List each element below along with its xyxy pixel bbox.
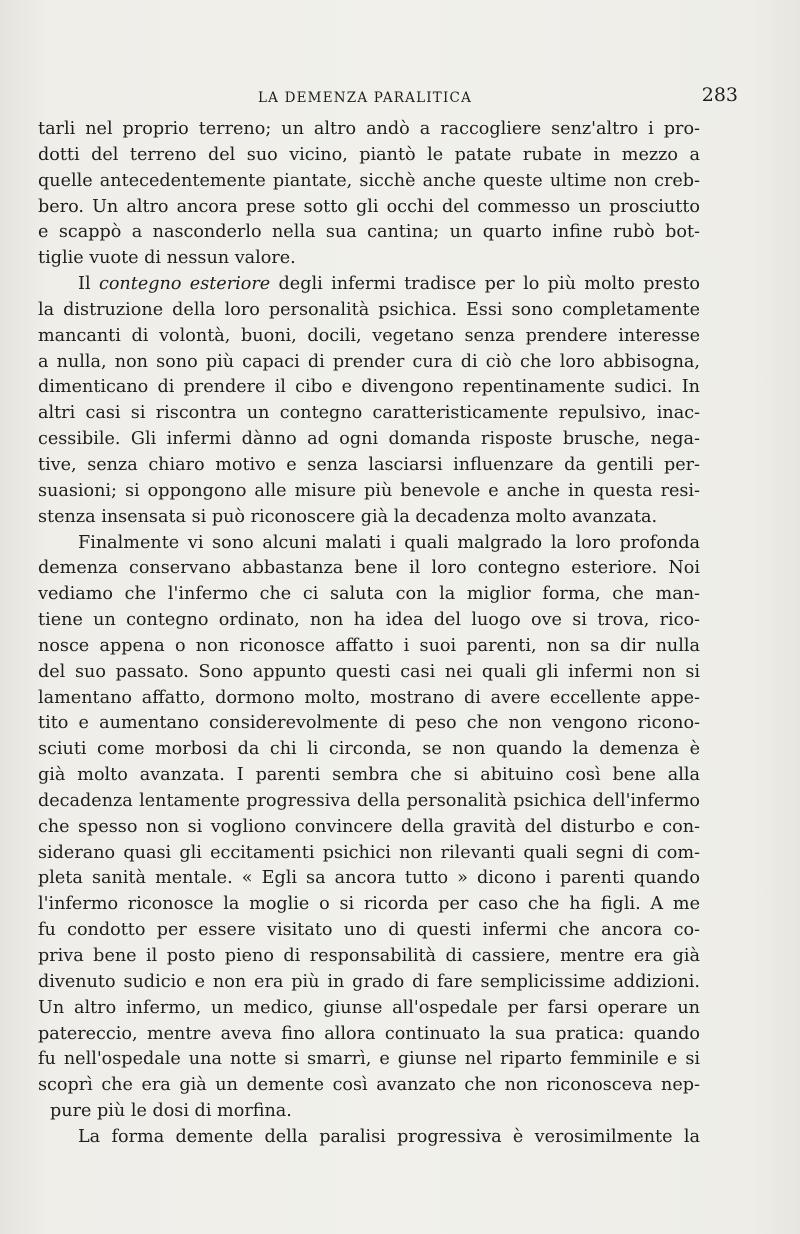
text-line: tive, senza chiaro motivo e senza lasciarsi influenzare da gentili per- [38, 454, 700, 475]
text-line: già molto avanzata. I parenti sembra che si abituino così bene alla [38, 765, 700, 786]
text-line: mancanti di volontà, buoni, docili, vegetano senza prendere interesse [38, 325, 700, 346]
text-line: La forma demente della paralisi progressiva è verosimilmente la [78, 1126, 700, 1147]
text-line: tito e aumentano considerevolmente di peso che non vengono ricono- [38, 713, 700, 734]
text-line: la distruzione della loro personalità psichica. Essi sono completamente [38, 299, 700, 320]
italic-term: contegno esteriore [98, 274, 271, 295]
page-header [38, 84, 738, 112]
body-text [38, 117, 700, 1151]
text-line: demenza conservano abbastanza bene il loro contegno esteriore. Noi [38, 558, 700, 579]
text-line: divenuto sudicio e non era più in grado di fare semplicissime addizioni. [38, 971, 700, 992]
text-line: fu nell'ospedale una notte si smarrì, e giunse nel riparto femminile e si [38, 1049, 700, 1070]
text-line: tiglie vuote di nessun valore. [38, 248, 296, 269]
text-line: vediamo che l'infermo che ci saluta con la miglior forma, che man- [38, 584, 700, 605]
text-line: siderano quasi gli eccitamenti psichici non rilevanti quali segni di com- [38, 842, 700, 863]
text-line: fu condotto per essere visitato uno di questi infermi che ancora co- [38, 920, 700, 941]
text-line [38, 272, 700, 298]
text-line: nosce appena o non riconosce affatto i suoi parenti, non sa dir nulla [38, 635, 700, 656]
page-number: 283 [701, 84, 738, 106]
text-line: decadenza lentamente progressiva della personalità psichica dell'infermo [38, 790, 700, 811]
text-line: altri casi si riscontra un contegno caratteristicamente repulsivo, inac- [38, 403, 700, 424]
text-line: dimenticano di prendere il cibo e divengono repentinamente sudici. In [38, 377, 700, 398]
text-line: tiene un contegno ordinato, non ha idea del luogo ove si trova, rico- [38, 610, 700, 631]
text-line: cessibile. Gli infermi dànno ad ogni domanda risposte brusche, nega- [38, 429, 700, 450]
text-line: sciuti come morbosi da chi li circonda, se non quando la demenza è [38, 739, 700, 760]
text-segment: degli infermi tradisce per lo più molto presto [270, 274, 700, 295]
text-line: pure più le dosi di morfina. [50, 1101, 292, 1122]
text-line: stenza insensata si può riconoscere già la decadenza molto avanzata. [38, 506, 658, 527]
text-line: suasioni; si oppongono alle misure più benevole e anche in questa resi- [38, 480, 700, 501]
text-line: scoprì che era già un demente così avanzato che non riconosceva nep- [38, 1075, 700, 1096]
text-line: bero. Un altro ancora prese sotto gli occhi del commesso un prosciutto [38, 196, 700, 217]
text-line: del suo passato. Sono appunto questi casi nei quali gli infermi non si [38, 661, 700, 682]
text-line: patereccio, mentre aveva fino allora continuato la sua pratica: quando [38, 1023, 700, 1044]
text-line: Finalmente vi sono alcuni malati i quali malgrado la loro profonda [78, 532, 700, 553]
text-line: quelle antecedentemente piantate, sicchè anche queste ultime non creb- [38, 170, 700, 191]
text-line: l'infermo riconosce la moglie o si ricorda per caso che ha figli. A me [38, 894, 700, 915]
text-line: priva bene il posto pieno di responsabilità di cassiere, mentre era già [38, 946, 700, 966]
text-line: tarli nel proprio terreno; un altro andò a raccogliere senz'altro i pro- [38, 119, 700, 139]
text-line: che spesso non si vogliono convincere della gravità del disturbo e con- [38, 816, 700, 837]
text-line: a nulla, non sono più capaci di prender cura di ciò che loro abbisogna, [38, 351, 700, 372]
text-line: pleta sanità mentale. « Egli sa ancora tutto » dicono i parenti quando [38, 868, 700, 889]
text-line: lamentano affatto, dormono molto, mostrano di avere eccellente appe- [38, 687, 700, 708]
text-line: e scappò a nasconderlo nella sua cantina; un quarto infine rubò bot- [38, 222, 700, 243]
text-line: Un altro infermo, un medico, giunse all'ospedale per farsi operare un [38, 997, 700, 1018]
running-title: LA DEMENZA PARALITICA [258, 90, 473, 106]
text-line: dotti del terreno del suo vicino, piantò le patate rubate in mezzo a [38, 144, 700, 165]
text-segment: Il [78, 274, 99, 295]
